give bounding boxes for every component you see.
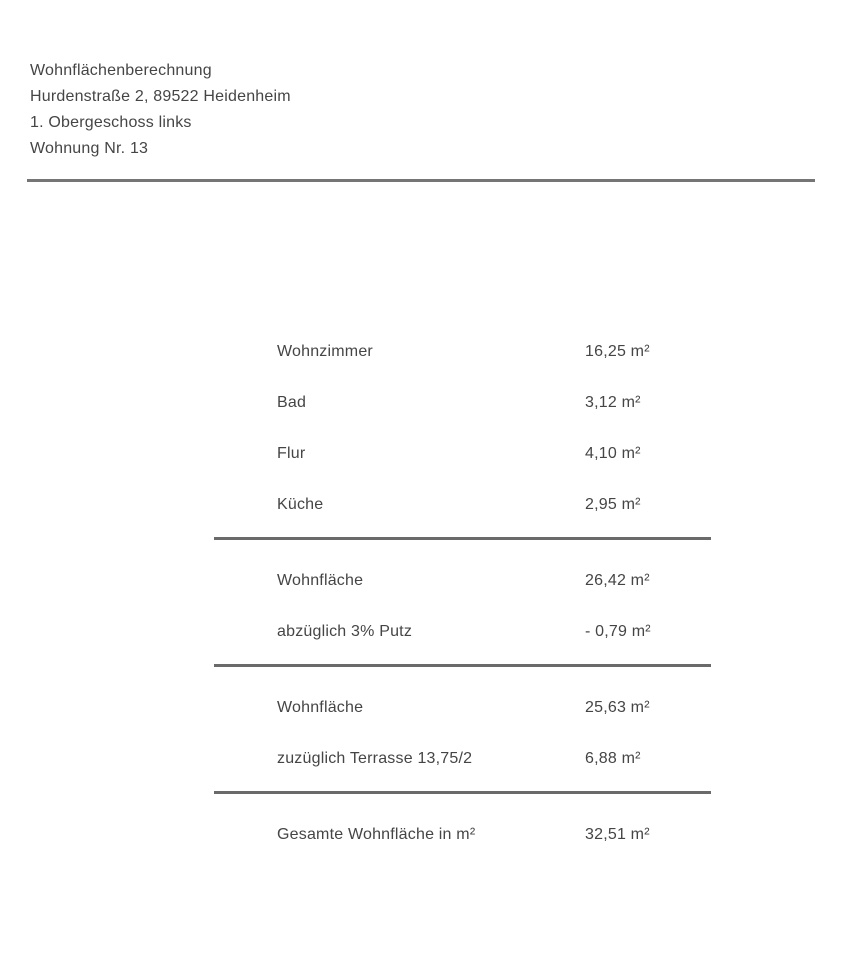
row-value: 16,25 m² [585,342,650,360]
document-header [30,58,291,162]
row-value: 4,10 m² [585,444,641,462]
section-divider [214,791,711,794]
row-value: 25,63 m² [585,698,650,716]
section-divider [214,664,711,667]
table-row [214,428,711,479]
row-value: 3,12 m² [585,393,641,411]
header-address: Hurdenstraße 2, 89522 Heidenheim [30,88,291,105]
table-row-total [214,809,711,860]
row-label: abzüglich 3% Putz [277,622,413,640]
table-row [214,377,711,428]
row-label: zuzüglich Terrasse 13,75/2 [277,749,473,767]
header-title: Wohnflächenberechnung [30,62,212,79]
area-calculation-table [214,326,711,860]
table-row [214,606,711,657]
row-label: Bad [277,393,307,411]
row-label: Wohnzimmer [277,342,373,360]
table-row [214,733,711,784]
row-value: 26,42 m² [585,571,650,589]
section-divider [214,537,711,540]
row-value: 32,51 m² [585,825,650,843]
table-row [214,682,711,733]
row-value: 2,95 m² [585,495,641,513]
row-value: - 0,79 m² [585,622,651,640]
table-row [214,326,711,377]
row-label: Wohnfläche [277,571,364,589]
row-label: Flur [277,444,306,462]
row-label: Wohnfläche [277,698,364,716]
row-label: Gesamte Wohnfläche in m² [277,825,476,843]
header-apartment-number: Wohnung Nr. 13 [30,140,149,157]
header-floor: 1. Obergeschoss links [30,114,192,131]
row-label: Küche [277,495,324,513]
table-row [214,479,711,530]
table-row [214,555,711,606]
row-value: 6,88 m² [585,749,641,767]
header-divider [27,179,815,182]
